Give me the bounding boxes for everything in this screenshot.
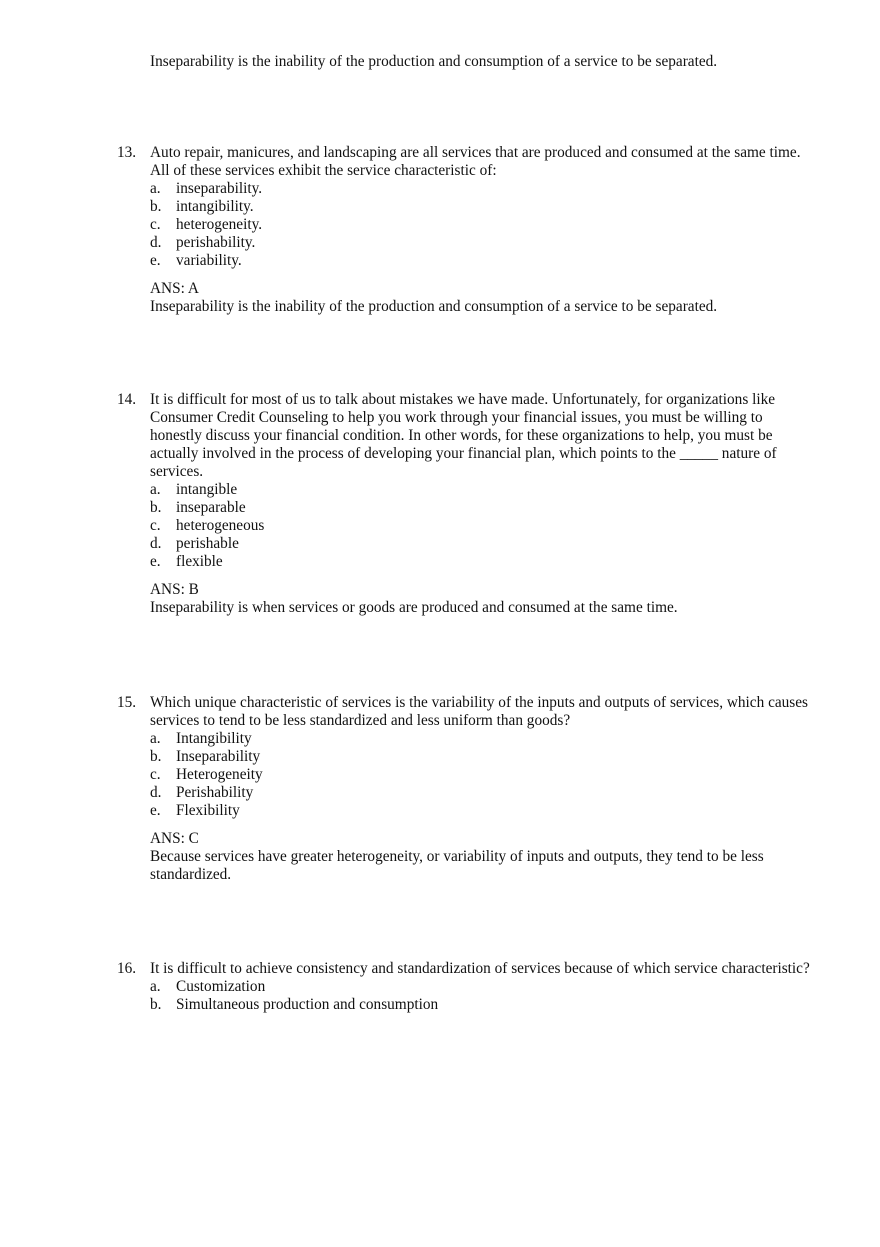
- choice-b: [150, 748, 810, 766]
- choice-d: [150, 784, 810, 802]
- question-stem: It is difficult to achieve consistency and standardization of services because of which service characteristic?: [150, 960, 810, 977]
- choice-b: [150, 499, 810, 517]
- choice-letter: e.: [150, 252, 161, 269]
- question-14: [117, 391, 810, 617]
- choice-list: [150, 978, 810, 1014]
- choice-letter: a.: [150, 180, 161, 197]
- question-number: 15.: [117, 694, 137, 711]
- choice-text: inseparability.: [176, 180, 263, 197]
- question-16: [117, 960, 810, 1014]
- question-number: 14.: [117, 391, 137, 408]
- question-15: [117, 694, 810, 884]
- choice-text: perishable: [176, 535, 239, 552]
- explanation-text: Inseparability is when services or goods are produced and consumed at the same time.: [150, 599, 678, 616]
- choice-letter: a.: [150, 978, 161, 995]
- choice-letter: a.: [150, 730, 161, 747]
- choice-letter: b.: [150, 748, 162, 765]
- choice-letter: b.: [150, 198, 162, 215]
- choice-text: Inseparability: [176, 748, 261, 765]
- choice-letter: b.: [150, 996, 162, 1013]
- choice-c: [150, 766, 810, 784]
- choice-a: [150, 978, 810, 996]
- choice-a: [150, 180, 810, 198]
- question-stem: Auto repair, manicures, and landscaping are all services that are produced and consumed at the same time. All of these services exhibit the service characteristic of:: [150, 144, 801, 179]
- choice-d: [150, 535, 810, 553]
- explanation-text: Because services have greater heterogeneity, or variability of inputs and outputs, they tend to be less standardized.: [150, 848, 764, 883]
- choice-c: [150, 216, 810, 234]
- choice-list: [150, 481, 810, 571]
- choice-text: flexible: [176, 553, 223, 570]
- choice-text: Customization: [176, 978, 266, 995]
- choice-letter: d.: [150, 535, 162, 552]
- previous-answer-explanation: [150, 53, 810, 71]
- choice-text: Simultaneous production and consumption: [176, 996, 439, 1013]
- choice-letter: c.: [150, 216, 161, 233]
- choice-letter: e.: [150, 553, 161, 570]
- choice-letter: a.: [150, 481, 161, 498]
- choice-text: inseparable: [176, 499, 246, 516]
- choice-letter: d.: [150, 784, 162, 801]
- choice-d: [150, 234, 810, 252]
- choice-text: heterogeneity.: [176, 216, 263, 233]
- question-number: 16.: [117, 960, 137, 977]
- choice-c: [150, 517, 810, 535]
- explanation-text: Inseparability is the inability of the production and consumption of a service to be separated.: [150, 298, 718, 315]
- choice-text: intangibility.: [176, 198, 254, 215]
- choice-text: perishability.: [176, 234, 256, 251]
- question-stem: Which unique characteristic of services is the variability of the inputs and outputs of services, which causes services to tend to be less standardized and less uniform than goods?: [150, 694, 808, 729]
- choice-text: Flexibility: [176, 802, 240, 819]
- choice-b: [150, 996, 810, 1014]
- choice-e: [150, 802, 810, 820]
- choice-b: [150, 198, 810, 216]
- choice-letter: c.: [150, 766, 161, 783]
- choice-text: Heterogeneity: [176, 766, 263, 783]
- answer-line: ANS: B: [150, 581, 199, 598]
- answer-line: ANS: C: [150, 830, 199, 847]
- choice-letter: d.: [150, 234, 162, 251]
- choice-letter: c.: [150, 517, 161, 534]
- choice-e: [150, 252, 810, 270]
- question-13: [117, 144, 810, 316]
- choice-text: Perishability: [176, 784, 254, 801]
- answer-line: ANS: A: [150, 280, 199, 297]
- choice-letter: b.: [150, 499, 162, 516]
- choice-text: variability.: [176, 252, 242, 269]
- choice-e: [150, 553, 810, 571]
- explanation-text: Inseparability is the inability of the production and consumption of a service to be separated.: [150, 53, 718, 70]
- choice-letter: e.: [150, 802, 161, 819]
- question-number: 13.: [117, 144, 137, 161]
- choice-a: [150, 481, 810, 499]
- choice-text: intangible: [176, 481, 238, 498]
- choice-list: [150, 180, 810, 270]
- choice-a: [150, 730, 810, 748]
- choice-text: Intangibility: [176, 730, 252, 747]
- choice-list: [150, 730, 810, 820]
- choice-text: heterogeneous: [176, 517, 265, 534]
- question-stem: It is difficult for most of us to talk about mistakes we have made. Unfortunately, for organizations like Consumer Credit Counseling to help you work through your financial issues, you must be willing to honestly discuss your financial condition. In other words, for these organizations to help, you must be actually involved in the process of developing your financial plan, which points to the _____ nature of services.: [150, 391, 777, 480]
